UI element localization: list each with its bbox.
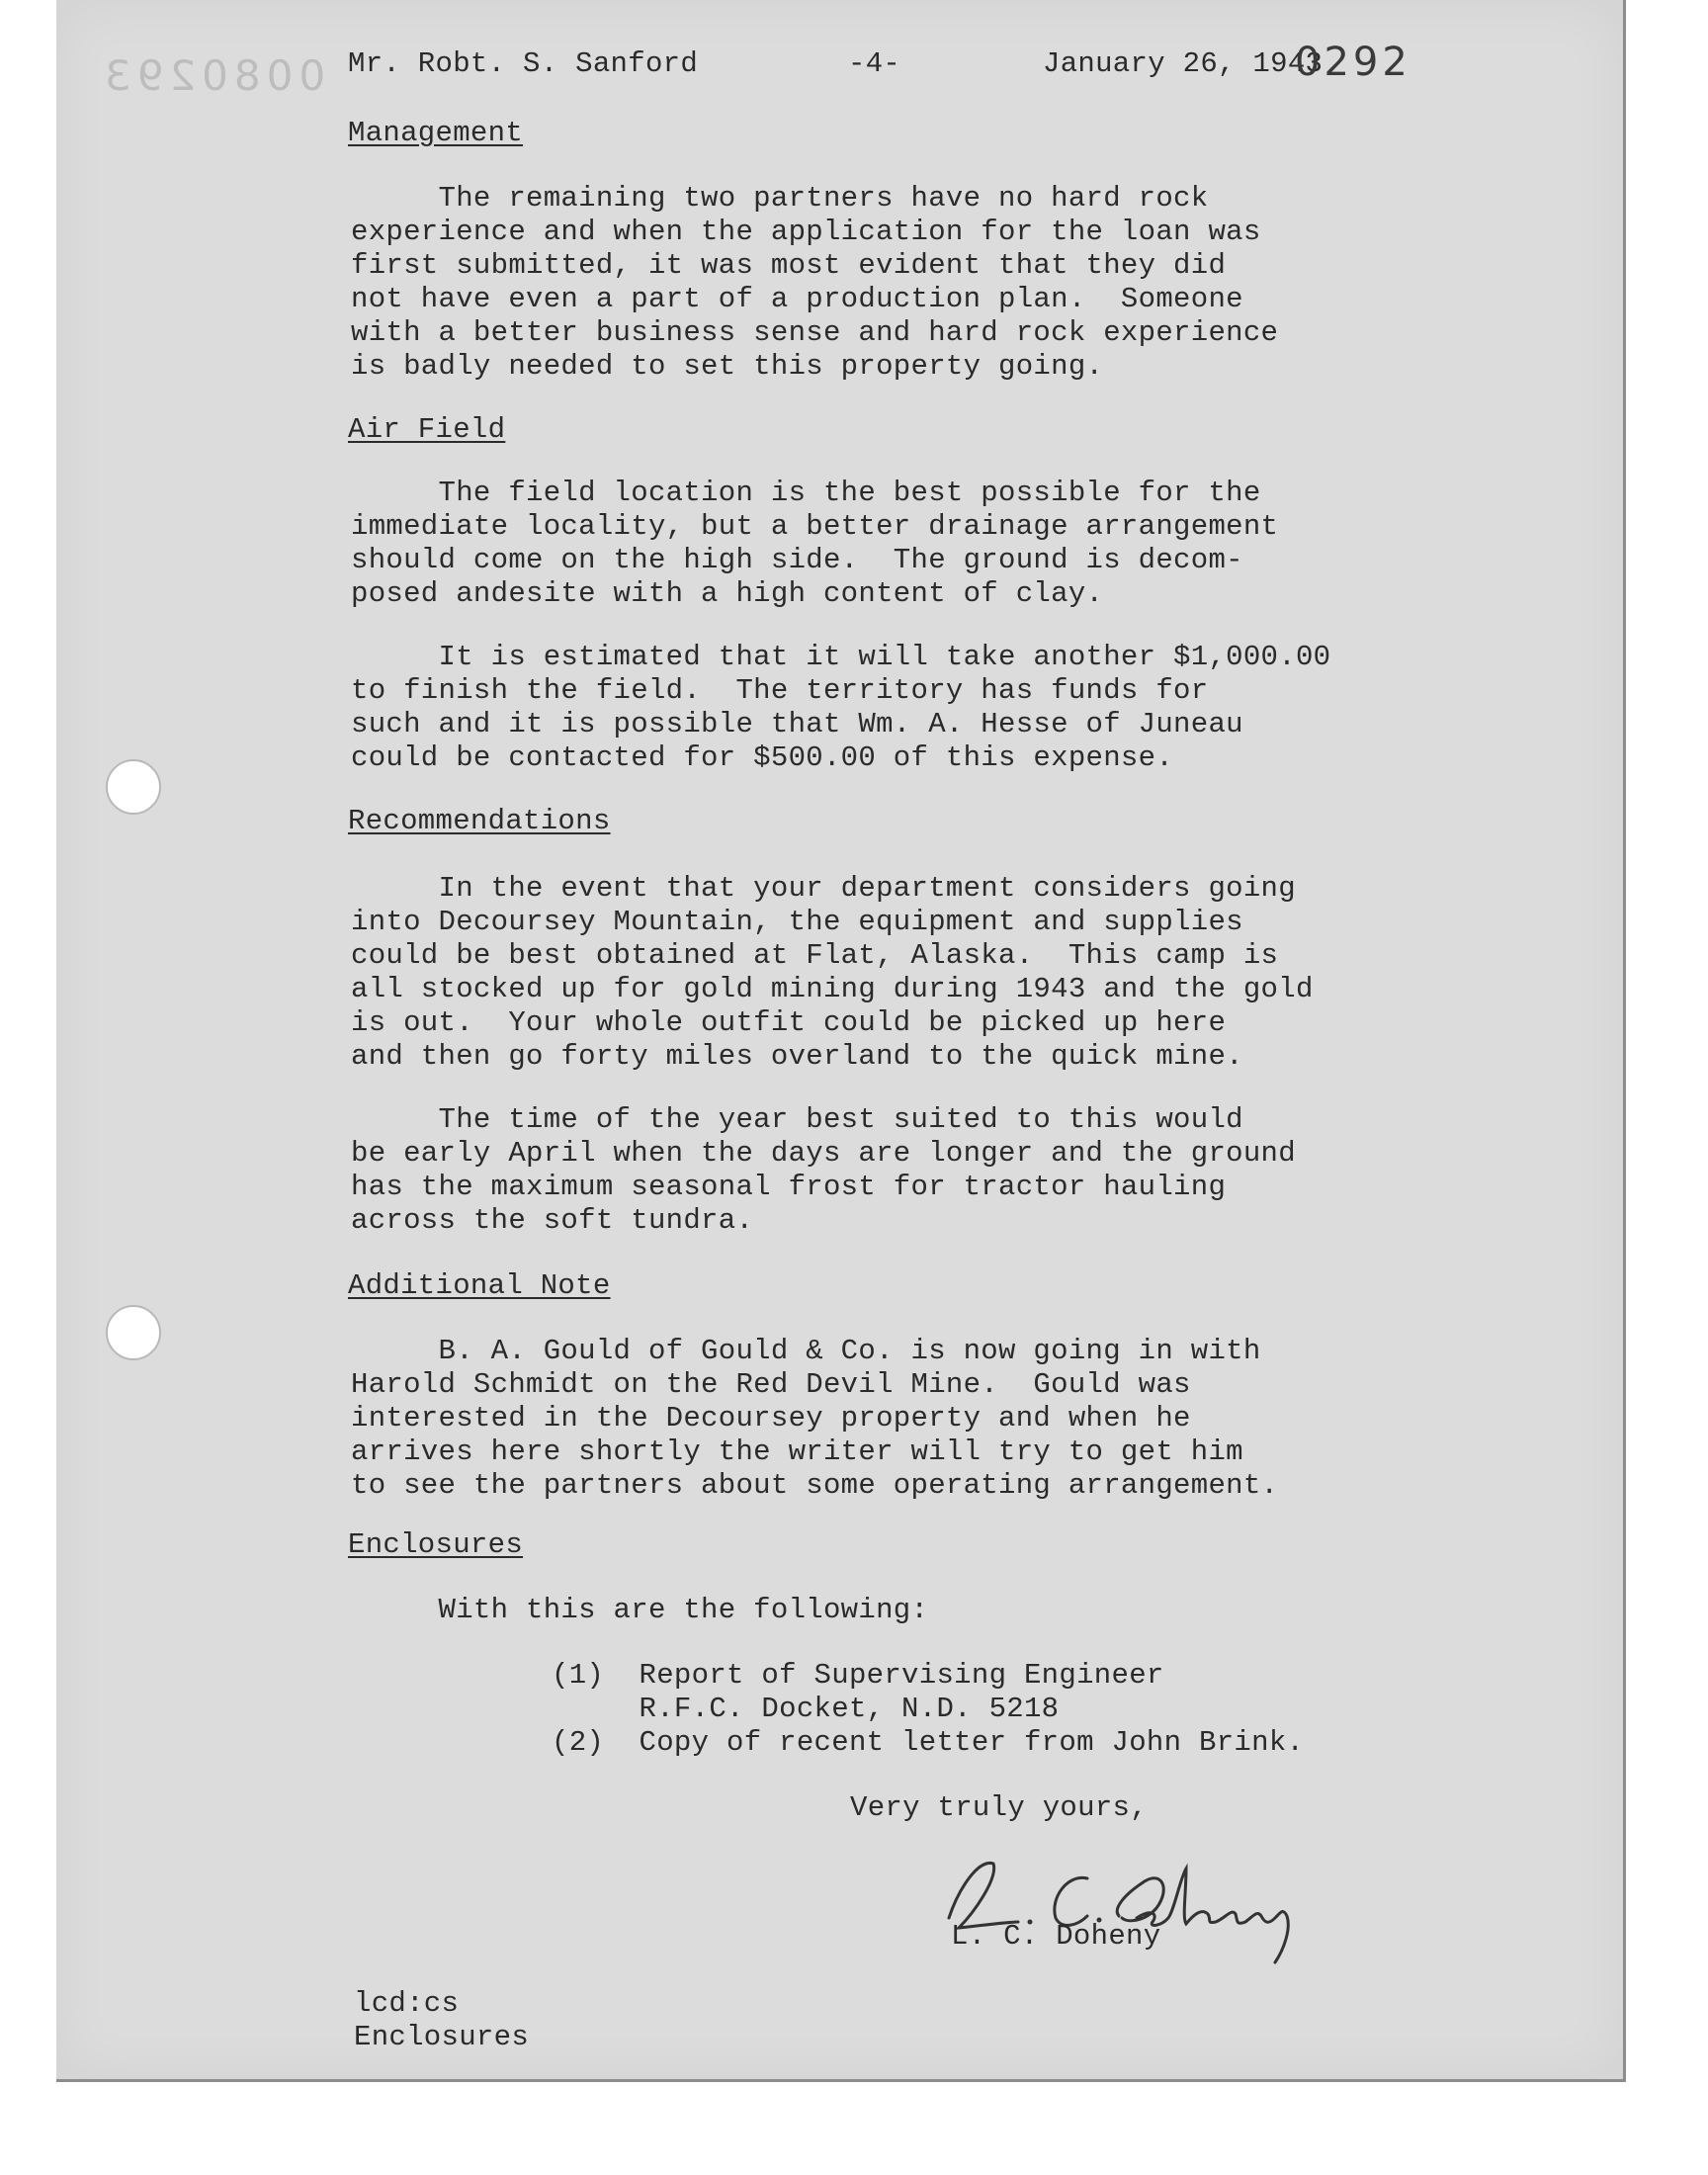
text-line: and then go forty miles overland to the quick mine. bbox=[351, 1040, 1243, 1073]
text-line: experience and when the application for the loan was bbox=[351, 216, 1261, 248]
text-line: into Decoursey Mountain, the equipment and supplies bbox=[351, 906, 1243, 938]
text-line: not have even a part of a production plan. Someone bbox=[351, 283, 1243, 315]
text-line: across the soft tundra. bbox=[351, 1204, 754, 1237]
text-line: arrives here shortly the writer will try to get him bbox=[351, 1436, 1243, 1468]
signature-name: L. C. Doheny bbox=[951, 1920, 1161, 1953]
text-line: could be contacted for $500.00 of this expense. bbox=[351, 741, 1174, 774]
text-line: to finish the field. The territory has funds for bbox=[351, 674, 1209, 707]
addressee: Mr. Robt. S. Sanford bbox=[348, 47, 699, 80]
heading-enclosures: Enclosures bbox=[348, 1528, 524, 1561]
letter-date: January 26, 1943 bbox=[1043, 47, 1324, 80]
text-line: with a better business sense and hard rock experience bbox=[351, 316, 1279, 349]
heading-management: Management bbox=[348, 117, 524, 149]
page-number: -4- bbox=[848, 47, 901, 80]
punch-hole-top bbox=[106, 759, 161, 815]
heading-air-field: Air Field bbox=[348, 413, 506, 446]
text-line: could be best obtained at Flat, Alaska. This camp is bbox=[351, 939, 1279, 972]
typist-initials: lcd:cs bbox=[354, 1987, 460, 2020]
punch-hole-bottom bbox=[106, 1305, 161, 1360]
text-line: is out. Your whole outfit could be picked up here bbox=[351, 1006, 1227, 1039]
text-line: has the maximum seasonal frost for tractor hauling bbox=[351, 1171, 1227, 1203]
stamp-number: 0292 bbox=[1295, 40, 1411, 85]
text-line: first submitted, it was most evident that they did bbox=[351, 249, 1227, 282]
text-line: be early April when the days are longer and the ground bbox=[351, 1137, 1296, 1170]
text-line: to see the partners about some operating arrangement. bbox=[351, 1469, 1279, 1502]
text-line: such and it is possible that Wm. A. Hesse of Juneau bbox=[351, 708, 1243, 740]
text-line: B. A. Gould of Gould & Co. is now going in with bbox=[351, 1335, 1261, 1367]
text-line: posed andesite with a high content of clay. bbox=[351, 577, 1104, 610]
list-item: (1) Report of Supervising Engineer bbox=[552, 1659, 1164, 1692]
enclosures-intro: With this are the following: bbox=[351, 1594, 929, 1626]
text-line: should come on the high side. The ground is decom- bbox=[351, 544, 1243, 576]
text-line: In the event that your department considers going bbox=[351, 872, 1296, 905]
text-line: immediate locality, but a better drainage arrangement bbox=[351, 510, 1279, 543]
text-line: The field location is the best possible for the bbox=[351, 477, 1261, 509]
heading-additional-note: Additional Note bbox=[348, 1269, 611, 1302]
list-item: R.F.C. Docket, N.D. 5218 bbox=[552, 1693, 1060, 1725]
text-line: It is estimated that it will take another $1,000.00 bbox=[351, 641, 1331, 673]
text-line: all stocked up for gold mining during 1943 and the gold bbox=[351, 973, 1314, 1005]
text-line: The time of the year best suited to this would bbox=[351, 1103, 1243, 1136]
list-item: (2) Copy of recent letter from John Brink. bbox=[552, 1726, 1305, 1759]
text-line: Harold Schmidt on the Red Devil Mine. Gould was bbox=[351, 1368, 1191, 1401]
closing-salutation: Very truly yours, bbox=[850, 1791, 1148, 1824]
heading-recommendations: Recommendations bbox=[348, 805, 611, 837]
text-line: interested in the Decoursey property and when he bbox=[351, 1402, 1191, 1435]
text-line: The remaining two partners have no hard rock bbox=[351, 182, 1209, 215]
footer-enclosures: Enclosures bbox=[354, 2021, 530, 2053]
text-line: is badly needed to set this property going. bbox=[351, 350, 1104, 383]
ghost-stamp-number: 0080293 bbox=[99, 51, 326, 100]
